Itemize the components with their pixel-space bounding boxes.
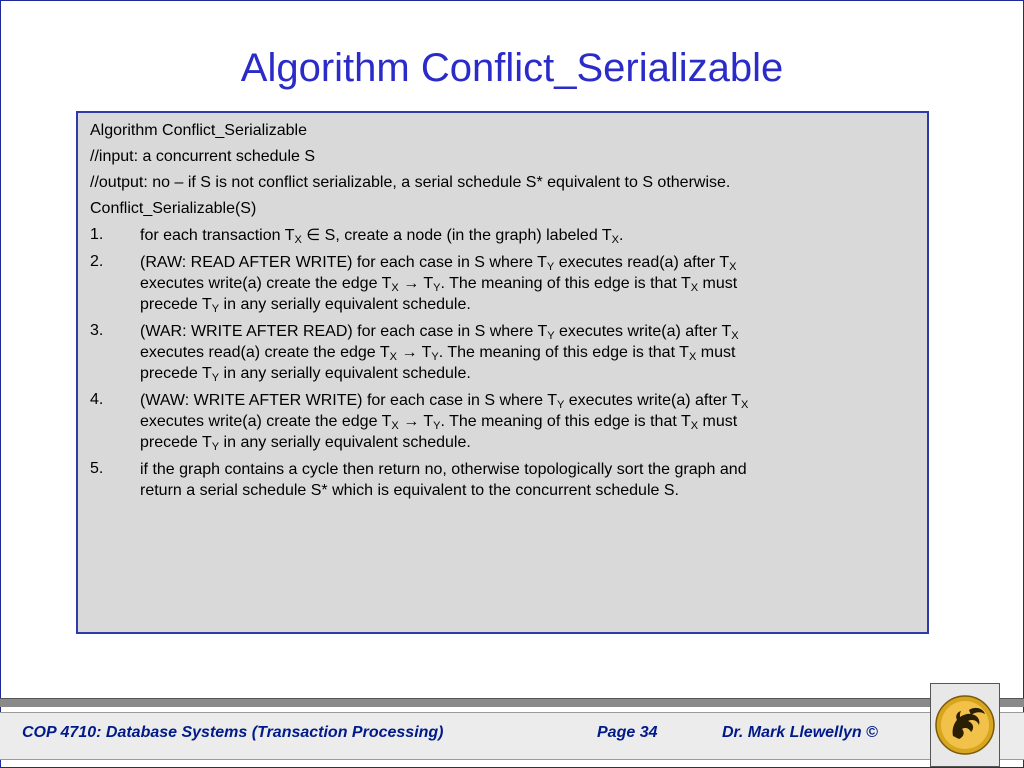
step-number: 3. xyxy=(90,322,104,339)
step-2: 2. (RAW: READ AFTER WRITE) for each case in S where $T_Y$ executes read(a) after $T_X$ executes write(a) create the edge $T_X \to T_Y$. The meaning of this edge is that $T_X$ must precede $T_Y$ in any serially equivalent schedule. xyxy=(90,253,738,315)
footer-author: Dr. Mark Llewellyn © xyxy=(722,724,878,741)
ucf-pegasus-logo-icon xyxy=(935,692,995,758)
step-number: 1. xyxy=(90,226,104,243)
step-number: 4. xyxy=(90,391,104,408)
step-number: 2. xyxy=(90,253,104,270)
step-5: 5. if the graph contains a cycle then return no, otherwise topologically sort the graph and return a serial schedule S* which is equivalent to the concurrent schedule S. xyxy=(90,460,747,499)
footer-page: Page 34 xyxy=(597,724,658,741)
input-line: //input: a concurrent schedule S xyxy=(90,148,316,165)
logo-box xyxy=(930,683,1000,767)
step-number: 5. xyxy=(90,460,104,477)
slide-title: Algorithm Conflict_Serializable xyxy=(240,46,784,90)
step-1: 1. for each transaction $T_X$ ∈ S, create a node (in the graph) labeled $T_X$. xyxy=(90,226,624,246)
step-4: 4. (WAW: WRITE AFTER WRITE) for each case in S where $T_Y$ executes write(a) after $T_X$ executes write(a) create the edge $T_X \to T_Y$. The meaning of this edge is that $T_X$ must precede $T_Y$ in any serially equivalent schedule. xyxy=(90,391,749,453)
algorithm-name: Algorithm Conflict_Serializable xyxy=(90,122,307,139)
output-line: //output: no – if S is not conflict serializable, a serial schedule S* equivalent to S otherwise. xyxy=(90,174,731,191)
signature-line: Conflict_Serializable(S) xyxy=(90,200,257,217)
step-3: 3. (WAR: WRITE AFTER READ) for each case in S where $T_Y$ executes write(a) after $T_X$ executes read(a) create the edge $T_X \to T_Y$. The meaning of this edge is that $T_X$ must precede $T_Y$ in any serially equivalent schedule. xyxy=(90,322,739,384)
footer-course: COP 4710: Database Systems (Transaction Processing) xyxy=(22,724,444,741)
algorithm-box xyxy=(76,111,929,634)
footer-divider xyxy=(0,698,1024,707)
algorithm-content xyxy=(90,121,915,507)
